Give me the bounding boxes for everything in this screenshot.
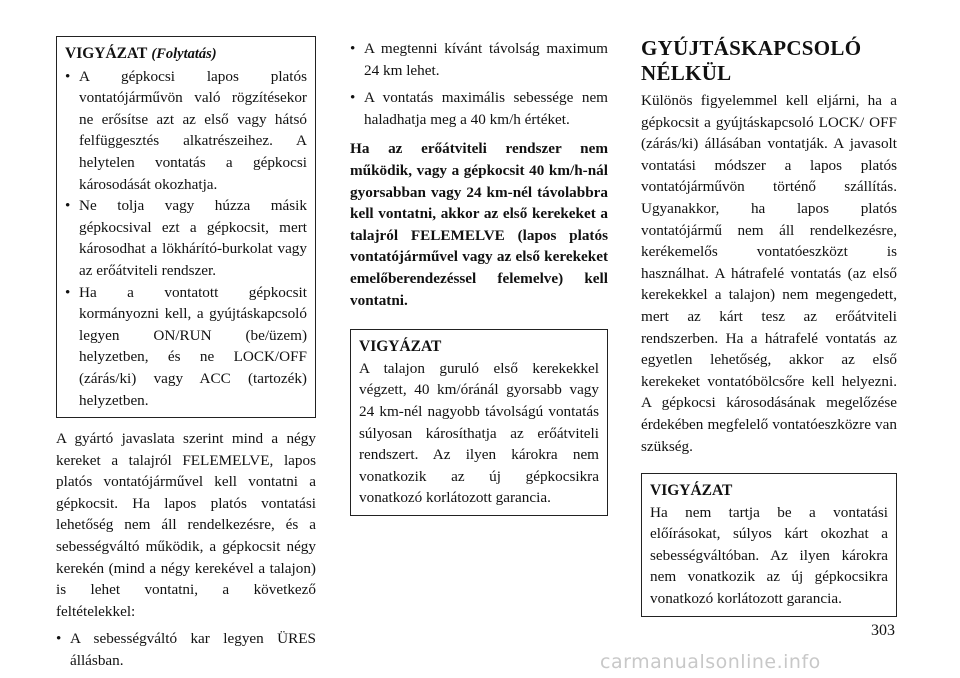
warning-title: VIGYÁZAT — [359, 338, 442, 356]
bold-instruction: Ha az erőátviteli rendszer nem működik, vagy a gépkocsit 40 km/h-nál gyorsabban vagy 24 km-nél távolabbra kell vontatni, akkor az első kerekeket a talajról FELEMELVE (lapos platós vontatójárművel vagy az első kerekeket emelőberendezéssel felemelve) kell vontatni. — [350, 140, 608, 309]
page-number: 303 — [871, 622, 895, 639]
warning-continued-label: (Folytatás) — [151, 46, 217, 62]
warning-item: • Ha a vontatott gépkocsit kormányozni kell, a gyújtáskapcsoló legyen ON/RUN (be/üzem) helyzetben, és ne LOCK/OFF (zárás/ki) vagy ACC (tartozék) helyzetben. — [65, 282, 307, 412]
condition-item: • A sebességváltó kar legyen ÜRES állásban. — [56, 628, 316, 671]
warning-box — [641, 473, 897, 617]
warning-title — [65, 43, 307, 66]
section-paragraph: Különös figyelemmel kell eljárni, ha a gépkocsit a gyújtáskapcsoló LOCK/ OFF (zárás/ki) állásában vontatják. A javasolt vontatási módszer a lapos platós vontatójárművön történő szállítás. Ugyanakkor, ha lapos platós vontatójármű nem áll rendelkezésre, kerékemelős vontatóeszközt is használhat. A hátrafelé vontatás (az első kerekekkel a talajon) nem megengedett, mert az kárt tesz az erőátviteli rendszerben. Ha a hátrafelé vontatás az egyetlen lehetőség, akkor az első kerekeket vontatóbölcsőre kell helyezni. A gépkocsi károsodásának megelőzése érdekében megfelelő vontatóeszközre van szükség. — [641, 92, 897, 455]
warning-list — [65, 66, 307, 412]
warning-text: Ha nem tartja be a vontatási előírásokat, súlyos kárt okozhat a sebességváltóban. Az ilyen károkra nem vonatkozik az új gépkocsikra vonatkozó korlátozott garancia. — [650, 503, 888, 608]
warning-box-continued — [56, 36, 316, 418]
towing-paragraph: A gyártó javaslata szerint mind a négy kereket a talajról FELEMELVE, lapos platós vontatójárművel kell vontatni a gépkocsit. Ha lapos platós vontatási lehetőség nem áll rendelkezésre, és a sebességváltó működik, a gépkocsit négy kerekén (mind a négy kerekével a talajon) is lehet vontatni, a következő feltételekkel: — [56, 430, 316, 620]
section-heading — [641, 36, 897, 86]
warning-box — [350, 329, 608, 516]
middle-column — [350, 38, 608, 516]
warning-item: • A gépkocsi lapos platós vontatójárművön való rögzítésekor ne erősítse azt az első vagy hátsó felfüggesztés alkatrészeihez. A helytelen vontatás a gépkocsi károsodását okozhatja. — [65, 66, 307, 196]
warning-title: VIGYÁZAT — [650, 482, 733, 500]
heading-line-2: NÉLKÜL — [641, 61, 732, 85]
condition-item: • A megtenni kívánt távolság maximum 24 km lehet. — [350, 38, 608, 81]
condition-list — [350, 38, 608, 130]
heading-line-1: GYÚJTÁSKAPCSOLÓ — [641, 36, 862, 60]
left-column — [56, 36, 316, 672]
warning-text: A talajon guruló első kerekekkel végzett, 40 km/óránál gyorsabb vagy 24 km-nél nagyobb távolságú vontatás súlyosan károsíthatja az erőátviteli rendszert. Az ilyen károkra nem vonatkozik az új gépkocsikra vonatkozó korlátozott garancia. — [359, 359, 599, 507]
warning-title-text: VIGYÁZAT — [65, 45, 148, 62]
warning-item: • Ne tolja vagy húzza másik gépkocsival ezt a gépkocsit, mert károsodhat a lökhárító-burkolat vagy az erőátviteli rendszer. — [65, 195, 307, 281]
watermark: carmanualsonline.info — [600, 651, 821, 673]
condition-item: • A vontatás maximális sebessége nem haladhatja meg a 40 km/h értéket. — [350, 87, 608, 130]
right-column — [641, 36, 897, 617]
condition-list — [56, 628, 316, 671]
